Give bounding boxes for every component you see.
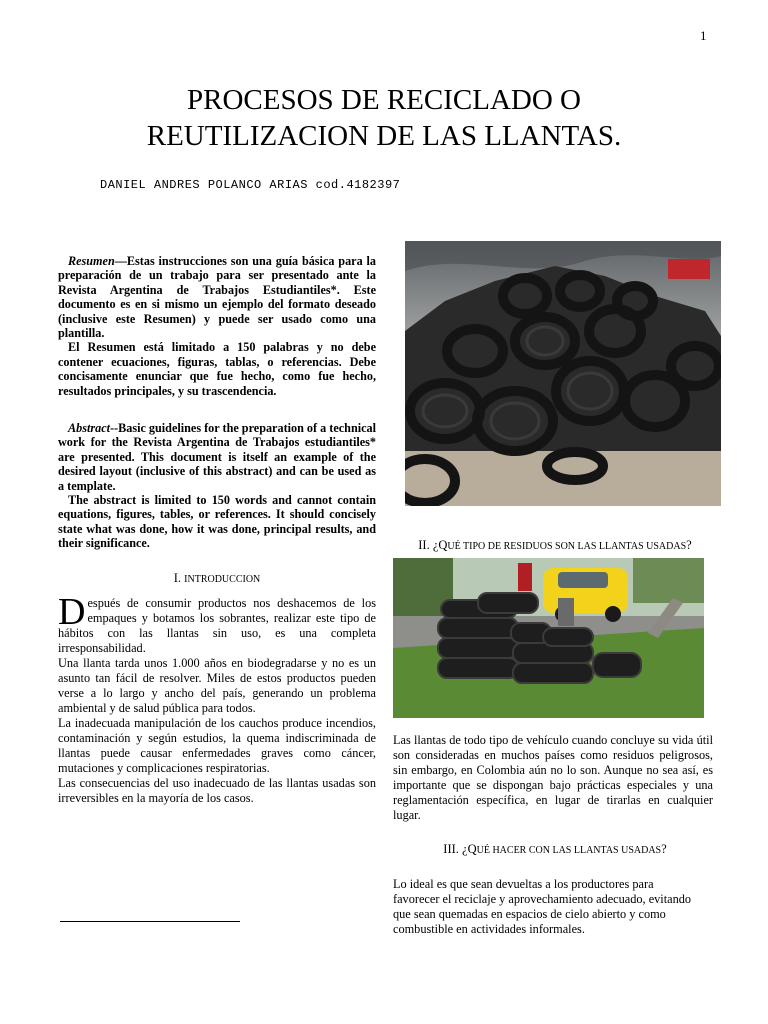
resumen-lead: Resumen [68,254,115,268]
section-1-heading [58,571,376,586]
title-line-1: PROCESOS DE RECICLADO O [187,84,581,116]
intro-paragraph-3: La inadecuada manipulación de los cauchos produce incendios, contaminación y según estudios, la quema indiscriminada de llantas puede causar enfermedades graves como cáncer, mutaciones y complicaciones respiratorias. [58,716,376,775]
abstract-paragraph-1 [58,421,376,493]
title-line-2: REUTILIZACION DE LAS LLANTAS. [146,120,622,152]
section-3-title-end: ? [661,842,667,856]
section-3-text [393,877,703,937]
introduction-text [58,591,376,806]
page-number: 1 [700,28,707,43]
abstract-block [58,421,376,551]
section-2-paragraph: Las llantas de todo tipo de vehículo cuando concluye su vida útil son consideradas en muchos países como residuos peligrosos, sin embargo, en Colombia aún no lo son. Aunque no sea así, es importante que se dispongan bajo prácticas especiales y una reglamentación específica, en lugar de tirarlas en cualquier lugar. [393,733,713,822]
resumen-paragraph-2: El Resumen está limitado a 150 palabras y no debe contener ecuaciones, figuras, tablas, o referencias. Debe concisamente enunciar que fue hecho, como fue hecho, resultados principales, y su trascendencia. [58,340,376,398]
abstract-text-1: --Basic guidelines for the preparation of a technical work for the Revista Argentina de Trabajos estudiantiles* are presented. This document is itself an example of the desired layout (inclusive of this abstract) and can be used as a template. [58,421,376,493]
section-2-title-rest: UÉ TIPO DE RESIDUOS SON LAS LLANTAS USADAS [447,541,687,552]
section-2-text [393,733,713,823]
intro-paragraph-4: Las consecuencias del uso inadecuado de las llantas usadas son irreversibles en la mayoría de los casos. [58,776,376,805]
section-2-title-first: ¿Q [432,538,448,552]
abstract-paragraph-2: The abstract is limited to 150 words and cannot contain equations, figures, tables, or references. It should concisely state what was done, how it was done, principal results, and their significance. [58,493,376,551]
intro-text-1: espués de consumir productos nos deshacemos de los empaques y botamos los sobrantes, realizar este tipo de hábitos con las llantas sin uso, es una completa irresponsabilidad. [58,596,376,655]
resumen-text-1: —Estas instrucciones son una guía básica para la preparación de un trabajo para ser presentado ante la Revista Argentina de Trabajos Estudiantiles*. Este documento es en si mismo un ejemplo del formato deseado (inclusive este Resumen) y puede ser usado como una plantilla. [58,254,376,341]
section-3-number: III. [443,842,459,856]
intro-paragraph-1 [58,591,376,656]
section-2-heading [396,538,714,553]
resumen-block [58,254,376,398]
resumen-paragraph-1 [58,254,376,340]
author-line: DANIEL ANDRES POLANCO ARIAS cod.4182397 [100,178,401,192]
tire-pile-photo [405,241,721,506]
footnote-rule [60,921,240,922]
intro-paragraph-2: Una llanta tarda unos 1.000 años en biodegradarse y no es un asunto tan fácil de resolver. Miles de estos productos pueden verse a lo largo y ancho del país, generando un problema ambiental y de salud pública para todos. [58,656,376,715]
section-3-paragraph: Lo ideal es que sean devueltas a los productores para favorecer el reciclaje y aprovechamiento adecuado, evitando que sean quemadas en espacios de cielo abierto y como combustible en actividades informales. [393,877,692,936]
tire-stack-street-photo [393,558,704,718]
section-1-number: I. [173,571,182,585]
section-1-title: INTRODUCCION [184,574,261,585]
section-3-title-first: ¿Q [462,842,477,856]
section-2-number: II. [418,538,430,552]
section-2-title-end: ? [686,538,692,552]
document-title [0,82,768,154]
section-3-heading [396,842,714,857]
drop-cap: D [58,591,86,633]
section-3-title-rest: UÉ HACER CON LAS LLANTAS USADAS [476,845,662,856]
abstract-lead: Abstract [68,421,110,435]
